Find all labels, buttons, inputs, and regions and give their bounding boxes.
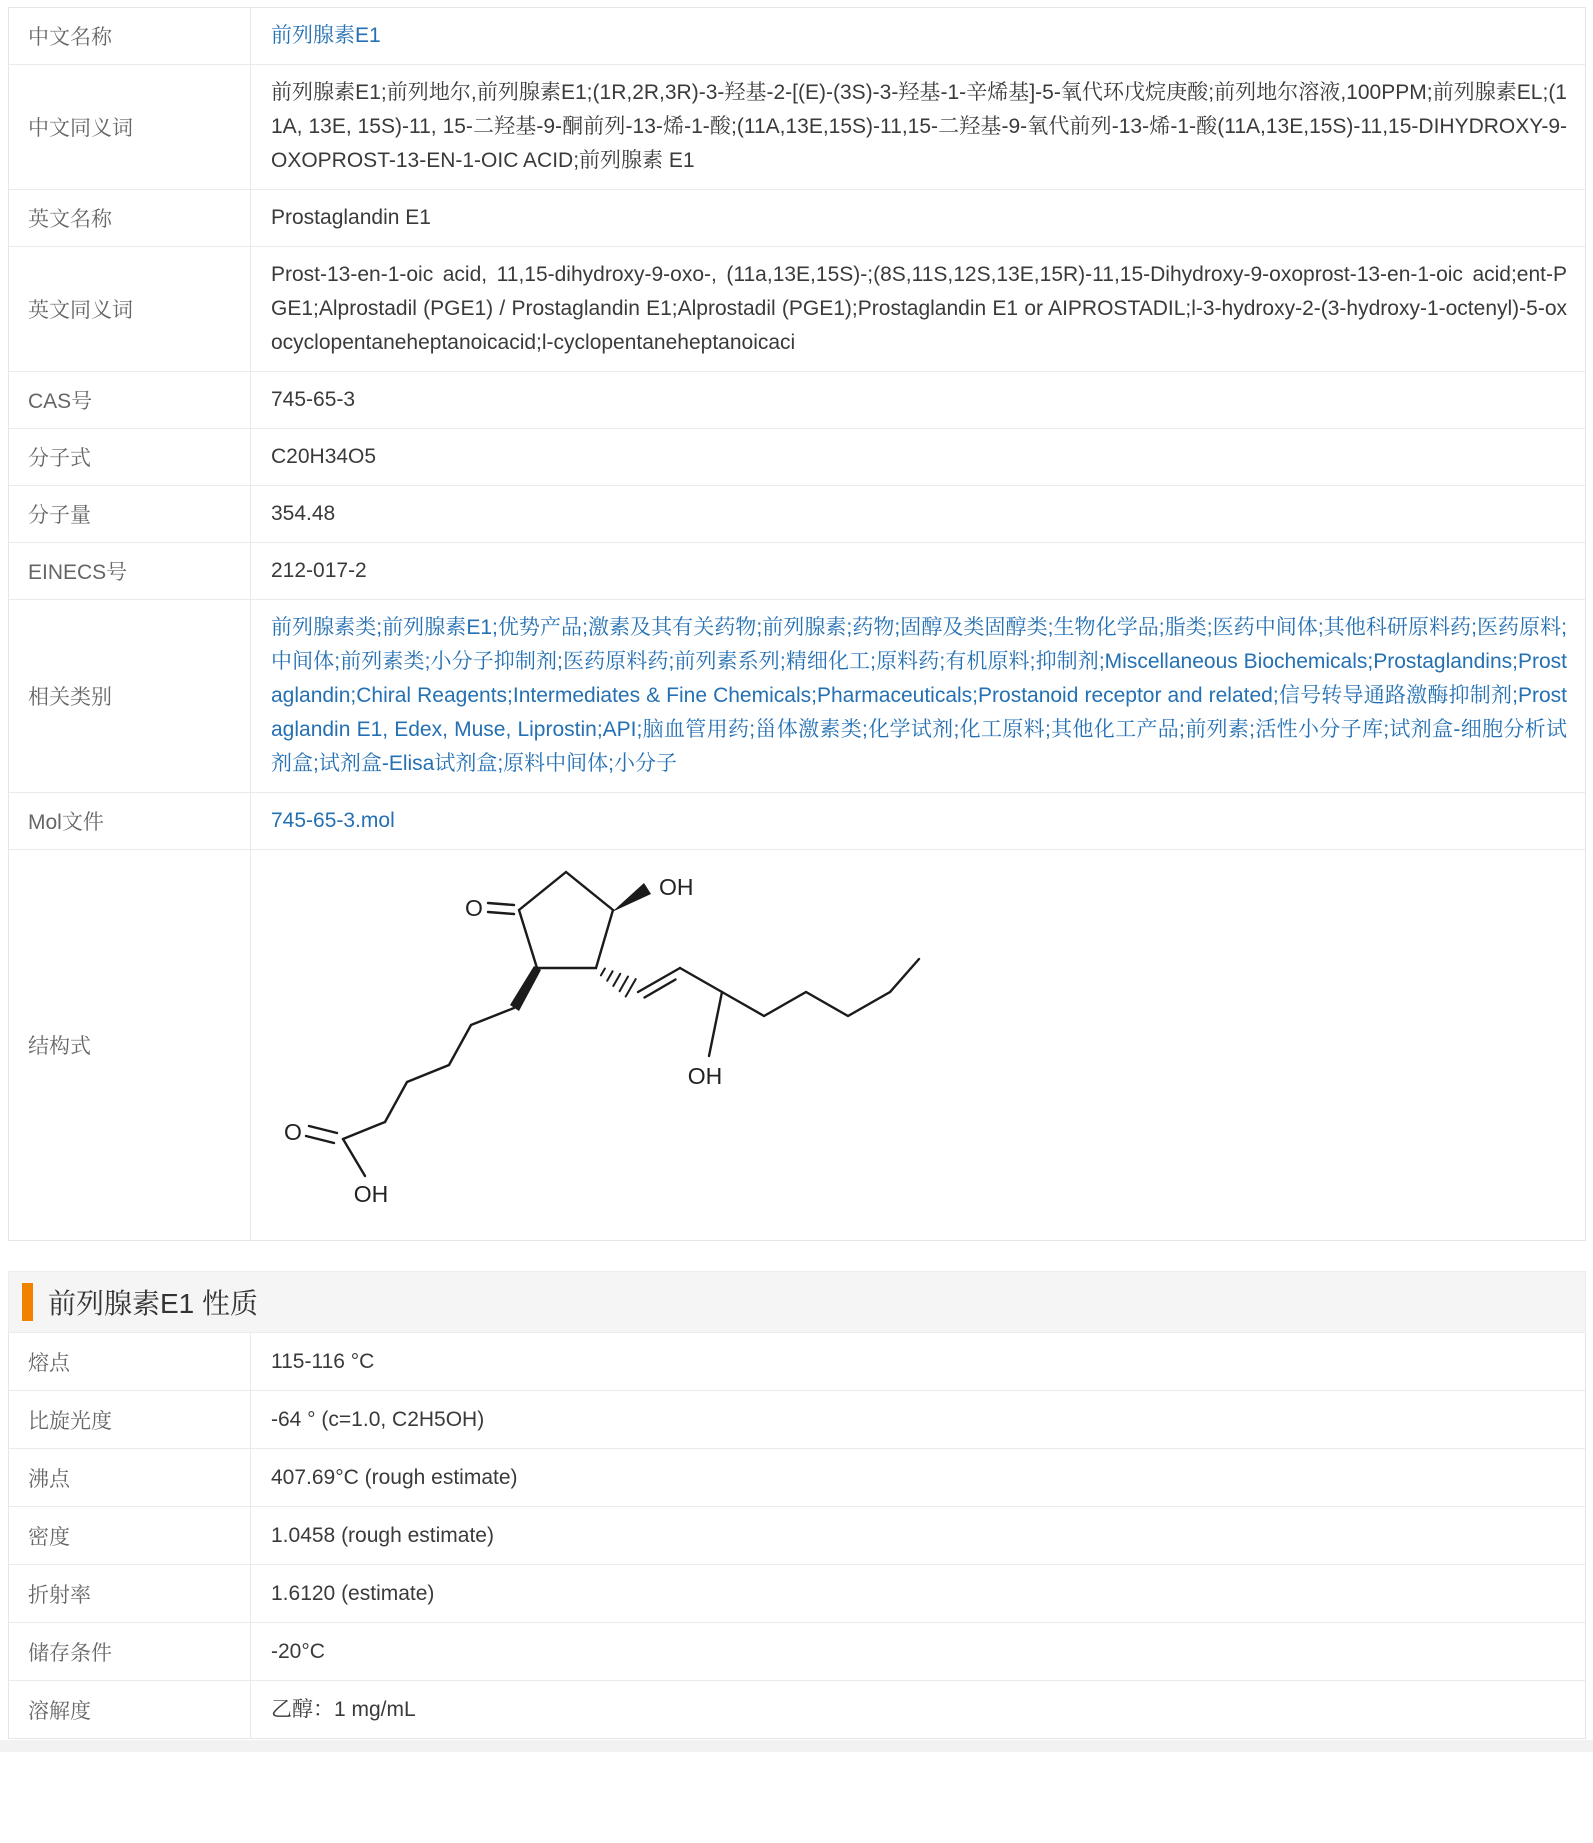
property-row-solubility — [9, 1681, 1585, 1738]
row-value — [251, 1507, 1585, 1564]
structure-image — [271, 858, 971, 1230]
properties-section-title: 前列腺素E1 性质 — [48, 1288, 259, 1319]
einecs-number-text: 212-017-2 — [271, 559, 367, 582]
row-label: 英文同义词 — [9, 247, 251, 371]
acid-oxygen-label: O — [284, 1119, 302, 1145]
property-row-refractive-index — [9, 1565, 1585, 1623]
info-row-cas — [9, 372, 1585, 429]
properties-section-header — [8, 1271, 1586, 1333]
row-value — [251, 1449, 1585, 1506]
solubility-text: 乙醇：1 mg/mL — [271, 1697, 416, 1721]
row-label: 分子式 — [9, 429, 251, 485]
row-value — [251, 372, 1585, 428]
row-label: 密度 — [9, 1507, 251, 1564]
info-row-molecular-formula — [9, 429, 1585, 486]
property-row-storage-conditions — [9, 1623, 1585, 1681]
row-value — [251, 8, 1585, 64]
row-label: 结构式 — [9, 850, 251, 1240]
row-label: 中文同义词 — [9, 65, 251, 189]
refractive-index-text: 1.6120 (estimate) — [271, 1581, 435, 1605]
pentyl-tail — [722, 959, 919, 1016]
info-row-english-name — [9, 190, 1585, 247]
row-value — [251, 850, 1585, 1240]
english-name-text: Prostaglandin E1 — [271, 206, 431, 229]
info-row-molecular-weight — [9, 486, 1585, 543]
row-value — [251, 543, 1585, 599]
info-row-mol-file — [9, 793, 1585, 850]
info-row-english-synonyms — [9, 247, 1585, 372]
row-value — [251, 65, 1585, 189]
property-row-density — [9, 1507, 1585, 1565]
page-bottom-strip — [0, 1740, 1593, 1752]
storage-conditions-text: -20°C — [271, 1639, 325, 1663]
specific-rotation-text: -64 ° (c=1.0, C2H5OH) — [271, 1407, 485, 1431]
molecular-formula-text: C20H34O5 — [271, 445, 377, 468]
properties-table — [8, 1333, 1586, 1739]
row-label: 储存条件 — [9, 1623, 251, 1680]
row-label: 英文名称 — [9, 190, 251, 246]
info-row-einecs — [9, 543, 1585, 600]
row-label: 比旋光度 — [9, 1391, 251, 1448]
row-label: EINECS号 — [9, 543, 251, 599]
row-label: 折射率 — [9, 1565, 251, 1622]
density-text: 1.0458 (rough estimate) — [271, 1523, 494, 1547]
mol-file-link[interactable]: 745-65-3.mol — [271, 809, 395, 832]
row-value — [251, 1565, 1585, 1622]
compound-info-table — [8, 7, 1586, 1241]
english-synonyms-text: Prost-13-en-1-oic acid, 11,15-dihydroxy-9-oxo-, (11a,13E,15S)-;(8S,11S,12S,13E,15R)-11,15-Dihydroxy-9-oxoprost-13-en-1-oic acid;ent-PGE1;Alprostadil (PGE1) / Prostaglandin E1;Alprostadil (PGE1);Prostaglandin E1 or AIPROSTADIL;l-3-hydroxy-2-(3-hydroxy-1-octenyl)-5-oxocyclopentaneheptanoicacid;l-cyclopentaneheptanoicaci — [271, 263, 1567, 354]
ring-oh-label: OH — [659, 874, 694, 900]
orange-accent-bar — [22, 1283, 33, 1321]
property-row-boiling-point — [9, 1449, 1585, 1507]
row-value — [251, 429, 1585, 485]
row-value — [251, 1681, 1585, 1738]
row-value — [251, 1391, 1585, 1448]
info-row-structure — [9, 850, 1585, 1240]
row-value — [251, 600, 1585, 792]
row-value — [251, 793, 1585, 849]
row-label: 中文名称 — [9, 8, 251, 64]
row-value — [251, 190, 1585, 246]
row-label: 分子量 — [9, 486, 251, 542]
side-oh-label: OH — [687, 1063, 723, 1089]
row-label: 相关类别 — [9, 600, 251, 792]
info-row-chinese-name — [9, 8, 1585, 65]
row-label: 熔点 — [9, 1333, 251, 1390]
boiling-point-text: 407.69°C (rough estimate) — [271, 1465, 518, 1489]
row-label: 沸点 — [9, 1449, 251, 1506]
ring-oh-wedge — [612, 883, 651, 912]
acid-oh-label: OH — [353, 1181, 389, 1207]
property-row-specific-rotation — [9, 1391, 1585, 1449]
row-label: CAS号 — [9, 372, 251, 428]
alpha-chain-wedge — [510, 966, 541, 1011]
alpha-chain — [343, 1008, 514, 1139]
row-value — [251, 247, 1585, 371]
cyclopentanone-ring — [519, 872, 613, 968]
ketone-oxygen-label: O — [465, 895, 483, 921]
molecular-weight-text: 354.48 — [271, 502, 336, 525]
row-label: 溶解度 — [9, 1681, 251, 1738]
info-row-chinese-synonyms — [9, 65, 1585, 190]
row-value — [251, 1623, 1585, 1680]
property-row-melting-point — [9, 1333, 1585, 1391]
row-value — [251, 486, 1585, 542]
chinese-name-link[interactable]: 前列腺素E1 — [271, 24, 381, 47]
beta-chain-hash-bond — [601, 969, 636, 997]
chinese-synonyms-text: 前列腺素E1;前列地尔,前列腺素E1;(1R,2R,3R)-3-羟基-2-[(E)-(3S)-3-羟基-1-辛烯基]-5-氧代环戊烷庚酸;前列地尔溶液,100PPM;前列腺素EL;(11A, 13E, 15S)-11, 15-二羟基-9-酮前列-13-烯-1-酸;(11A,13E,15S)-11,15-二羟基-9-氧代前列-13-烯-1-酸(11A,13E,15S)-11,15-DIHYDROXY-9-OXOPROST-13-EN-1-OIC ACID;前列腺素 E1 — [271, 81, 1567, 172]
info-row-related-categories — [9, 600, 1585, 793]
row-value — [251, 1333, 1585, 1390]
cas-number-text: 745-65-3 — [271, 388, 356, 411]
row-label: Mol文件 — [9, 793, 251, 849]
related-categories-links[interactable]: 前列腺素类;前列腺素E1;优势产品;激素及其有关药物;前列腺素;药物;固醇及类固醇类;生物化学品;脂类;医药中间体;其他科研原料药;医药原料;中间体;前列素类;小分子抑制剂;医药原料药;前列素系列;精细化工;原料药;有机原料;抑制剂;Miscellaneous Biochemicals;Prostaglandins;Prostaglandin;Chiral Reagents;Intermediates & Fine Chemicals;Pharmaceuticals;Prostanoid receptor and related;信号转导通路激酶抑制剂;Prostaglandin E1, Edex, Muse, Liprostin;API;脑血管用药;甾体激素类;化学试剂;化工原料;其他化工产品;前列素;活性小分子库;试剂盒-细胞分析试剂盒;试剂盒-Elisa试剂盒;原料中间体;小分子 — [271, 616, 1567, 775]
melting-point-text: 115-116 °C — [271, 1349, 375, 1373]
